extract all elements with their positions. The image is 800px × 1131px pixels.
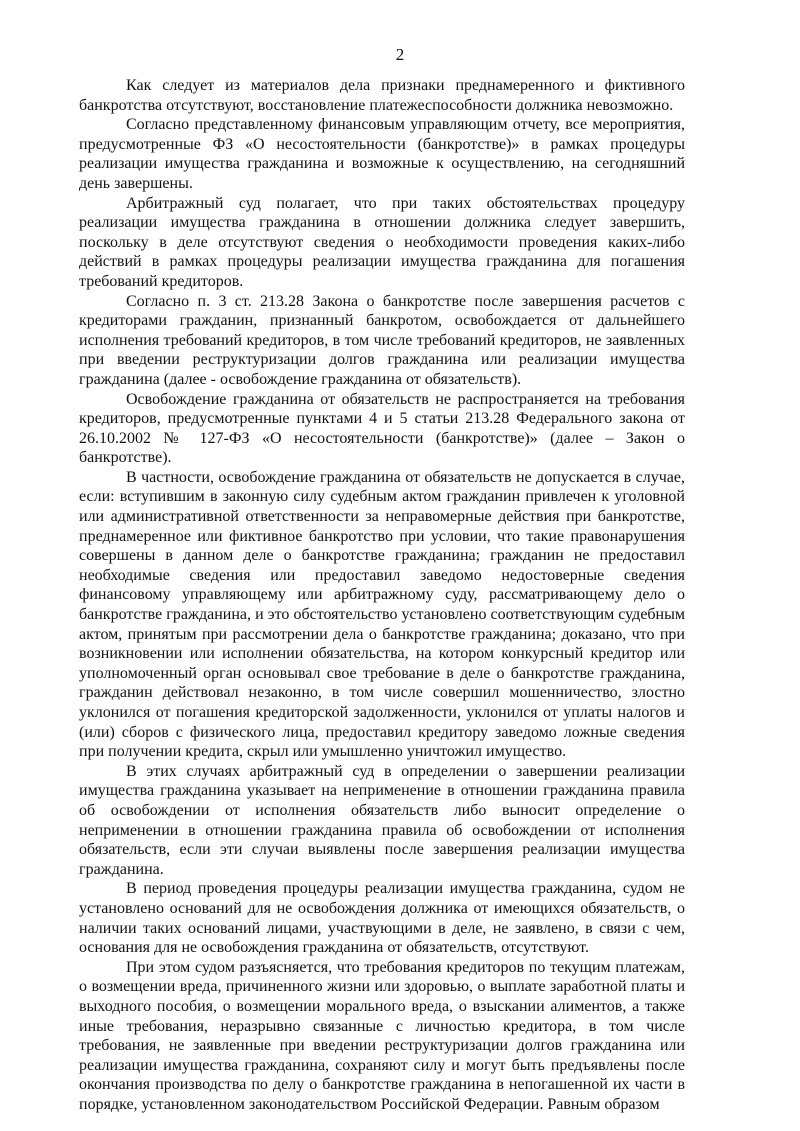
paragraph-5: Освобождение гражданина от обязательств не распространяется на требования кредиторов, предусмотренные пунктами 4 и 5 статьи 213.28 Федерального закона от 26.10.2002 № 127-ФЗ «О несостоятельности (банкротстве)» (далее – Закон о банкротстве). <box>79 390 685 467</box>
paragraph-2: Согласно представленному финансовым управляющим отчету, все мероприятия, предусмотренные ФЗ «О несостоятельности (банкротстве)» в рамках процедуры реализации имущества гражданина и возможные к осуществлению, на сегодняшний день завершены. <box>79 116 685 192</box>
paragraph-4: Согласно п. 3 ст. 213.28 Закона о банкротстве после завершения расчетов с кредиторами гражданин, признанный банкротом, освобождается от дальнейшего исполнения требований кредиторов, в том числе требований кредиторов, не заявленных при введении реструктуризации долгов гражданина или реализации имущества гражданина (далее - освобождение гражданина от обязательств). <box>79 292 685 388</box>
document-body <box>79 76 685 1114</box>
paragraph-1: Как следует из материалов дела признаки преднамеренного и фиктивного банкротства отсутствуют, восстановление платежеспособности должника невозможно. <box>79 77 685 114</box>
page-number: 2 <box>395 45 405 64</box>
paragraph-7: В этих случаях арбитражный суд в определении о завершении реализации имущества гражданина указывает на неприменение в отношении гражданина правила об освобождении от исполнения обязательств либо выносит определение о неприменении в отношении гражданина правила об освобождении от исполнения обязательств, если эти случаи выявлены после завершения реализации имущества гражданина. <box>79 762 685 878</box>
paragraph-9: При этом судом разъясняется, что требования кредиторов по текущим платежам, о возмещении вреда, причиненного жизни или здоровью, о выплате заработной платы и выходного пособия, о возмещении морального вреда, о взыскании алиментов, а также иные требования, неразрывно связанные с личностью кредитора, в том числе требования, не заявленные при введении реструктуризации долгов гражданина или реализации имущества гражданина, сохраняют силу и могут быть предъявлены после окончания производства по делу о банкротстве гражданина в непогашенной их части в порядке, установленном законодательством Российской Федерации. Равным образом <box>79 958 685 1113</box>
paragraph-8: В период проведения процедуры реализации имущества гражданина, судом не установлено оснований для не освобождения должника от имеющихся обязательств, о наличии таких оснований лицами, участвующими в деле, не заявлено, в связи с чем, основания для не освобождения гражданина от обязательств, отсутствуют. <box>79 880 685 957</box>
paragraph-3: Арбитражный суд полагает, что при таких обстоятельствах процедуру реализации имущества гражданина в отношении должника следует завершить, поскольку в деле отсутствуют сведения о необходимости проведения каких-либо действий в рамках процедуры реализации имущества гражданина для погашения требований кредиторов. <box>79 194 685 290</box>
paragraph-6: В частности, освобождение гражданина от обязательств не допускается в случае, если: вступившим в законную силу судебным актом гражданин привлечен к уголовной или административной ответственности за неправомерные действия при банкротстве, преднамеренное или фиктивное банкротство при условии, что такие правонарушения совершены в данном деле о банкротстве гражданина; гражданин не предоставил необходимые сведения или предоставил заведомо недостоверные сведения финансовому управляющему или арбитражному суду, рассматривающему дело о банкротстве гражданина, и это обстоятельство установлено соответствующим судебным актом, принятым при рассмотрении дела о банкротстве гражданина; доказано, что при возникновении или исполнении обязательства, на котором конкурсный кредитор или уполномоченный орган основывал свое требование в деле о банкротстве гражданина, гражданин действовал незаконно, в том числе совершил мошенничество, злостно уклонился от погашения кредиторской задолженности, уклонился от уплаты налогов и (или) сборов с физического лица, предоставил кредитору заведомо ложные сведения при получении кредита, скрыл или умышленно уничтожил имущество. <box>79 468 685 761</box>
